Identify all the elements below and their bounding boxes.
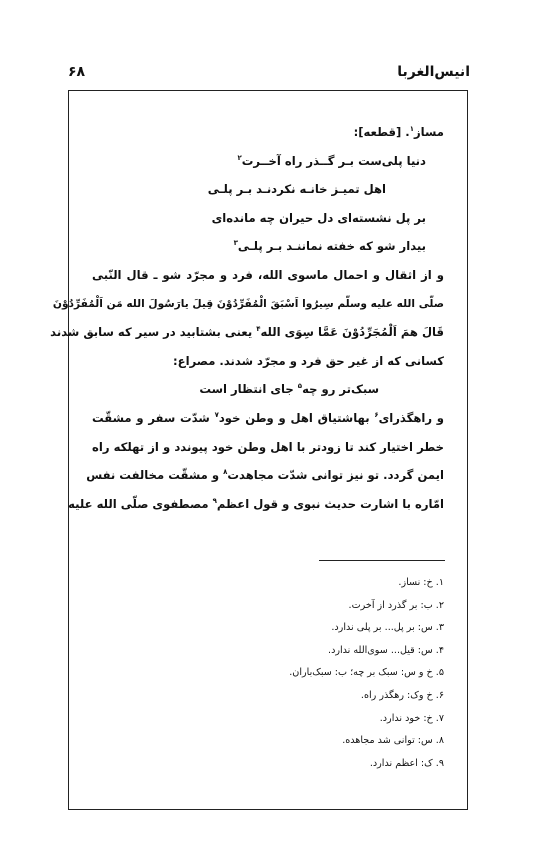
running-header — [68, 64, 470, 84]
footnotes — [92, 572, 444, 775]
text-line: و از اثقال و احمال ماسوی الله، فرد و مجرّد شو ـ قال النّبی — [92, 267, 444, 282]
text-line: و راهگذرای$^۶$ بهاشتیاق اهل و وطن خود$^۷$ شدّت سفر و مشقّت — [92, 410, 444, 425]
footnote-marker: ۲ — [237, 153, 242, 162]
poem-line: دنیا پلی‌ست بـر گــذر راه آخــرت$^۲$ — [237, 153, 426, 168]
footnote: ۴. س: قیل... سوی‌الله ندارد. — [328, 644, 444, 656]
text-line: صلّی الله علیه وسلّم سِیرُوا اَسْبَقَ الْمُفَرِّدُوْنَ قِیلَ یارَسُولَ الله مَن اَلْمُفَرِّدُوْنَ — [52, 297, 444, 310]
footnote-rule — [319, 560, 445, 561]
footnote: ۱. خ: نساز. — [398, 577, 444, 588]
poem-line: بیدار شو که خفته نماننـد بـر پلـی$^۳$ — [233, 239, 426, 254]
footnote: ۵. خ و س: سبک بر چه؛ ب: سبک‌باران. — [289, 667, 444, 679]
footnote-marker: ۷ — [214, 410, 219, 419]
poem-line: اهل تمیـز خانـه نکردنـد بـر پلـی — [207, 182, 386, 197]
footnote-marker: ۱ — [409, 125, 414, 133]
footnote-marker: ۴ — [256, 325, 261, 334]
footnote-marker: ۸ — [223, 468, 228, 477]
text-line: ایمن گردد. تو نیز توانی شدّت مجاهدت$^۸$ و مشقّت مخالفت نفس — [86, 468, 444, 483]
footnote: ۲. ب: بر گذرد از آخرت. — [348, 599, 444, 611]
footnote: ۹. ک: اعظم ندارد. — [369, 757, 444, 769]
footnote-marker: ۵ — [297, 382, 303, 391]
text-line: امّاره با اشارت حدیث نبوی و قول اعظم$^۹$ مصطفوی صلّی الله علیه — [68, 496, 444, 511]
footnote-marker: ۶ — [374, 410, 379, 419]
page-number: ۶۸ — [68, 64, 86, 80]
book-title: انیس‌الغربا — [397, 64, 470, 80]
text-line: کسانی که از غیر حق فرد و مجرّد شدند. مصراع: — [173, 353, 444, 368]
text-line: قَالَ همَ اَلْمُجَرِّدُوْنَ عَمَّا سِوَی الله$^۴$ یعنی بشتابید در سیر که سابق شدند — [50, 325, 444, 340]
footnote: ۶. خ وک: رهگذر راه. — [360, 689, 444, 701]
footnote: ۳. س: بر پل... بر پلی ندارد. — [331, 622, 444, 634]
misra-line: سبک‌تر رو چه$^۵$ جای انتظار است — [199, 382, 379, 397]
text-line: خطر اختیار کند تا زودتر با اهل وطن خود پیوندد و از تهلکه راه — [92, 439, 444, 454]
footnote: ۸. س: توانی شد مجاهده. — [342, 735, 444, 747]
footnote-marker: ۳ — [233, 239, 238, 248]
footnote-marker: ۹ — [212, 496, 217, 505]
footnote: ۷. خ: خود ندارد. — [379, 712, 444, 724]
main-text — [50, 118, 444, 518]
poem-line: بر پل نشسته‌ای دل حیران چه مانده‌ای — [211, 210, 426, 225]
text-line: مساز$^۱$. [قطعه]: — [353, 125, 444, 139]
